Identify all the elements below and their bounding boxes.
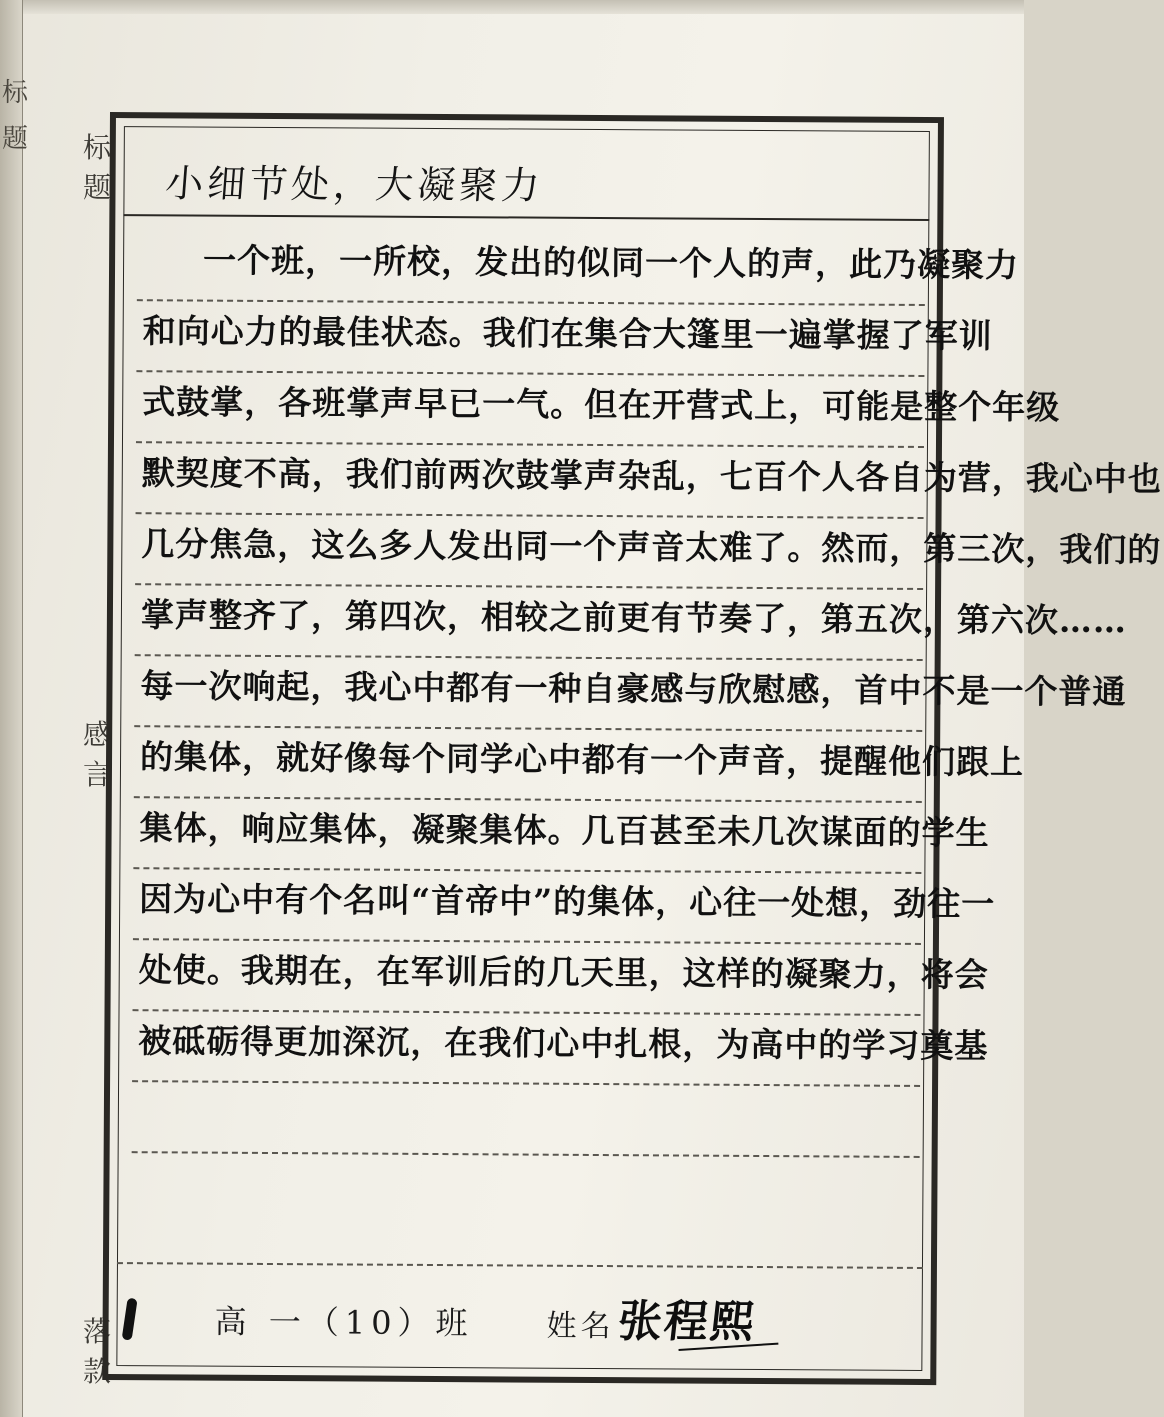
page-left-edge [0,0,23,1417]
class-text: 高 一（10）班 [214,1302,474,1343]
edge-char: 题 [2,124,29,154]
title-side-label: 标 题 [82,131,111,204]
name-label: 姓名 [546,1308,615,1345]
essay-line: 因为心中有个名叫“首帝中”的集体，心往一处想，劲往一 [133,869,921,945]
page-top-edge [0,0,1024,14]
essay-line: 掌声整齐了，第四次，相较之前更有节奏了，第五次，第六次…… [135,585,923,661]
blank-line [132,1082,920,1158]
essay-line: 一个班，一所校，发出的似同一个人的声，此乃凝聚力 [137,230,925,306]
essay-line: 和向心力的最佳状态。我们在集合大篷里一遍掌握了军训 [136,301,924,377]
essay-line: 式鼓掌，各班掌声早已一气。但在开营式上，可能是整个年级 [136,372,924,448]
essay-line: 处使。我期在，在军训后的几天里，这样的凝聚力，将会 [133,940,921,1016]
handwritten-signature: 张程熙 [615,1296,759,1348]
essay-body [132,230,1162,1158]
ink-mark [122,1298,138,1341]
essay-line: 的集体，就好像每个同学心中都有一个声音，提醒他们跟上 [134,727,922,803]
footer-side-label: 落 款 [82,1315,111,1388]
essay-line: 被砥砺得更加深沉，在我们心中扎根，为高中的学习奠基 [132,1011,920,1087]
signature-area [118,1276,911,1367]
body-side-label: 感 言 [82,718,111,791]
essay-line: 集体，响应集体，凝聚集体。几百甚至未几次谋面的学生 [133,798,921,874]
essay-line: 默契度不高，我们前两次鼓掌声杂乱，七百个人各自为营，我心中也 [136,443,924,519]
essay-line: 几分焦急，这么多人发出同一个声音太难了。然而，第三次，我们的 [135,514,923,590]
essay-line: 每一次响起，我心中都有一种自豪感与欣慰感，首中不是一个普通 [134,656,922,732]
edge-char: 标 [2,78,29,108]
essay-title: 小细节处，大凝聚力 [163,161,546,208]
essay-frame [102,112,1162,1385]
